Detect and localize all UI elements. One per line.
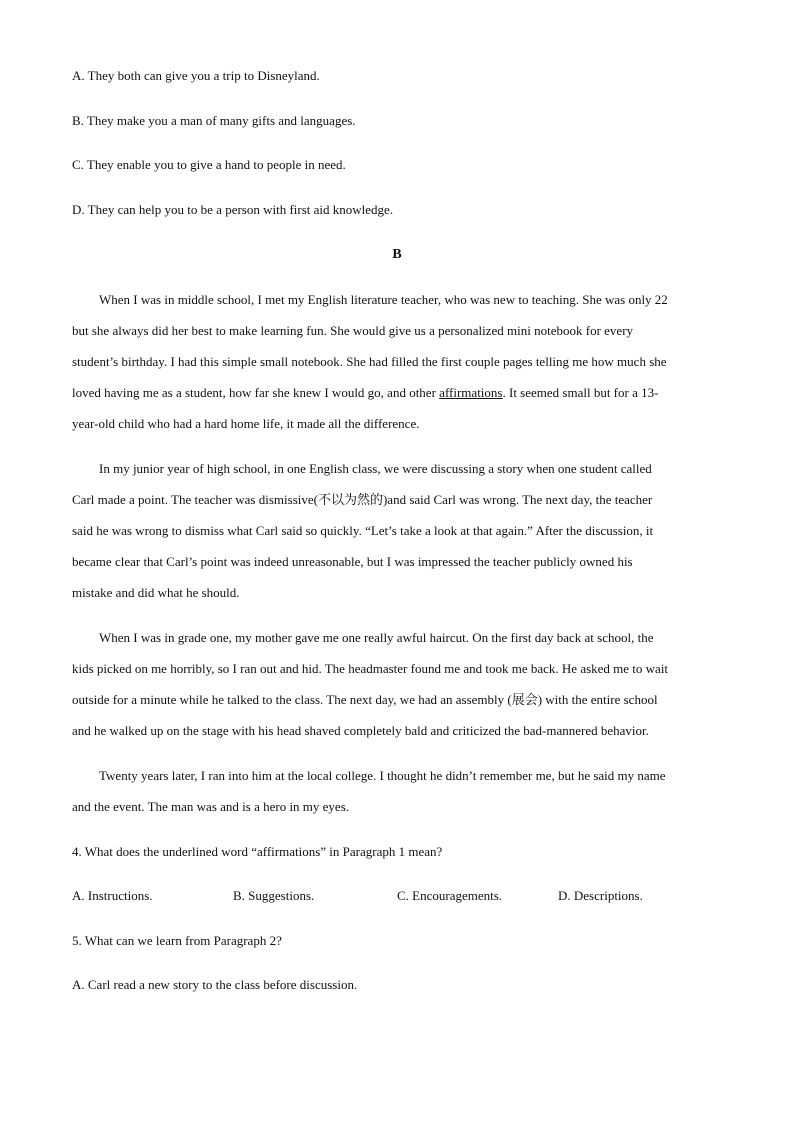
paragraph-1-line-4 <box>72 385 658 401</box>
paragraph-3-line-1: When I was in grade one, my mother gave me one really awful haircut. On the first day back at school, the <box>99 630 654 645</box>
paragraph-1-line-2: but she always did her best to make learning fun. She would give us a personalized mini notebook for every <box>72 323 634 338</box>
paragraph-1-line-4-before: loved having me as a student, how far she knew I would go, and other <box>72 385 440 400</box>
paragraph-4-line-2: and the event. The man was and is a hero in my eyes. <box>72 799 350 814</box>
q4-option-b: B. Suggestions. <box>233 888 315 903</box>
paragraph-1-line-5: year-old child who had a hard home life, it made all the difference. <box>72 416 420 431</box>
paragraph-4-line-1: Twenty years later, I ran into him at the local college. I thought he didn’t remember me, but he said my name <box>99 768 666 783</box>
paragraph-3-line-3: outside for a minute while he talked to the class. The next day, we had an assembly (展会) with the entire school <box>72 692 658 707</box>
q4-option-a: A. Instructions. <box>72 888 153 903</box>
paragraph-2-line-5: mistake and did what he should. <box>72 585 240 600</box>
paragraph-1-line-3: student’s birthday. I had this simple small notebook. She had filled the first couple pages telling me how much she <box>72 354 667 369</box>
paragraph-1-line-1: When I was in middle school, I met my English literature teacher, who was new to teaching. She was only 22 <box>99 292 668 307</box>
question-4: 4. What does the underlined word “affirmations” in Paragraph 1 mean? <box>72 844 443 859</box>
q3-option-d: D. They can help you to be a person with first aid knowledge. <box>72 202 394 217</box>
q5-option-a: A. Carl read a new story to the class before discussion. <box>72 977 358 992</box>
paragraph-3-line-4: and he walked up on the stage with his head shaved completely bald and criticized the bad-mannered behavior. <box>72 723 649 738</box>
underlined-word-affirmations: affirmations <box>439 385 503 400</box>
q4-option-d: D. Descriptions. <box>558 888 643 903</box>
paragraph-3-line-2: kids picked on me horribly, so I ran out and hid. The headmaster found me and took me back. He asked me to wait <box>72 661 669 676</box>
q4-option-c: C. Encouragements. <box>397 888 503 903</box>
paragraph-1-line-4-after: . It seemed small but for a 13- <box>502 385 659 400</box>
question-5: 5. What can we learn from Paragraph 2? <box>72 933 282 948</box>
paragraph-2-line-2: Carl made a point. The teacher was dismissive(不以为然的)and said Carl was wrong. The next day, the teacher <box>72 492 653 507</box>
section-title: B <box>392 247 402 262</box>
q3-option-a: A. They both can give you a trip to Disneyland. <box>72 68 320 83</box>
paragraph-2-line-3: said he was wrong to dismiss what Carl said so quickly. “Let’s take a look at that again.” After the discussion, it <box>72 523 654 538</box>
paragraph-2-line-1: In my junior year of high school, in one English class, we were discussing a story when one student called <box>99 461 652 476</box>
q3-option-c: C. They enable you to give a hand to people in need. <box>72 157 346 172</box>
q3-option-b: B. They make you a man of many gifts and languages. <box>72 113 356 128</box>
paragraph-2-line-4: became clear that Carl’s point was indeed unreasonable, but I was impressed the teacher publicly owned his <box>72 554 633 569</box>
